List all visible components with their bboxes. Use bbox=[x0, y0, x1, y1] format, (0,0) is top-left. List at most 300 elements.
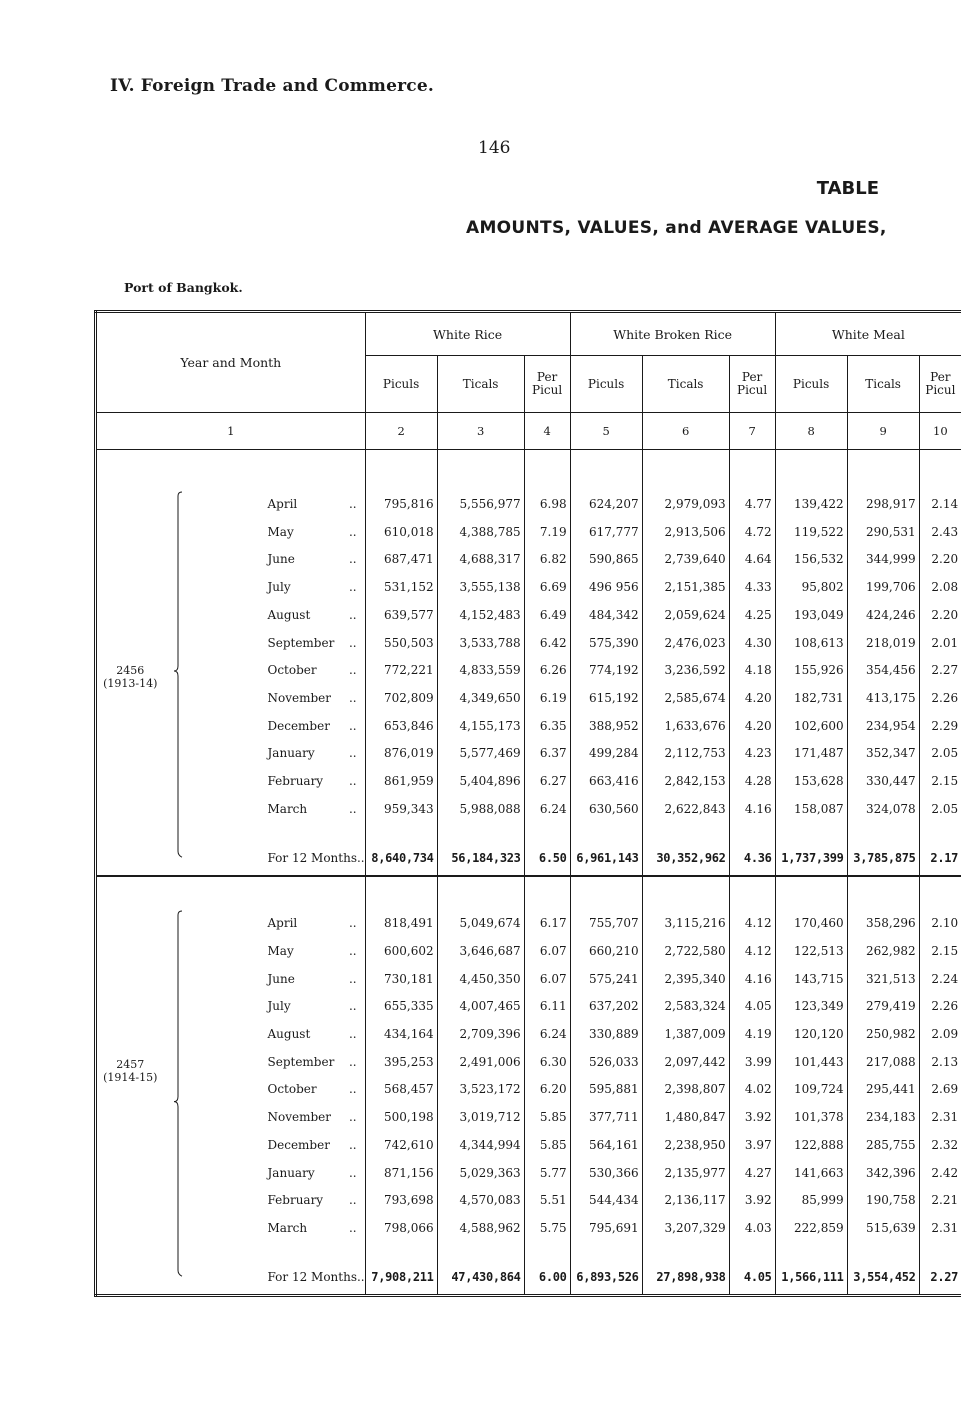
month-label: September .. bbox=[262, 629, 366, 657]
data-cell: 3.92 bbox=[729, 1103, 775, 1131]
data-cell: 798,066 bbox=[365, 1214, 437, 1242]
data-cell: 2.27 bbox=[919, 656, 961, 684]
data-cell: 2,059,624 bbox=[642, 601, 729, 629]
data-cell: 193,049 bbox=[775, 601, 847, 629]
leader-dots: .. bbox=[348, 1193, 357, 1208]
data-cell: 959,343 bbox=[365, 795, 437, 823]
total-cell: 27,898,938 bbox=[642, 1260, 729, 1296]
data-cell: 742,610 bbox=[365, 1131, 437, 1159]
data-cell: 102,600 bbox=[775, 712, 847, 740]
data-cell: 155,926 bbox=[775, 656, 847, 684]
spacer-cell bbox=[437, 1242, 524, 1260]
data-cell: 772,221 bbox=[365, 656, 437, 684]
data-cell: 85,999 bbox=[775, 1187, 847, 1215]
data-cell: 630,560 bbox=[570, 795, 642, 823]
data-cell: 600,602 bbox=[365, 937, 437, 965]
month-label: September .. bbox=[262, 1048, 366, 1076]
data-cell: 101,443 bbox=[775, 1048, 847, 1076]
column-number: 1 bbox=[96, 413, 366, 450]
leader-dots: .. bbox=[348, 496, 357, 511]
month-label: August .. bbox=[262, 1020, 366, 1048]
data-cell: 639,577 bbox=[365, 601, 437, 629]
spacer-cell bbox=[96, 876, 172, 909]
year-label: 2456 bbox=[116, 664, 145, 677]
spacer-cell bbox=[847, 450, 919, 491]
data-cell: 141,663 bbox=[775, 1159, 847, 1187]
data-cell: 550,503 bbox=[365, 629, 437, 657]
data-cell: 5,577,469 bbox=[437, 740, 524, 768]
data-cell: 4.27 bbox=[729, 1159, 775, 1187]
data-cell: 793,698 bbox=[365, 1187, 437, 1215]
data-cell: 295,441 bbox=[847, 1076, 919, 1104]
month-label: April .. bbox=[262, 909, 366, 937]
leader-dots: .. bbox=[348, 663, 357, 678]
column-number: 7 bbox=[729, 413, 775, 450]
data-cell: 660,210 bbox=[570, 937, 642, 965]
data-cell: 3,523,172 bbox=[437, 1076, 524, 1104]
total-cell: 30,352,962 bbox=[642, 841, 729, 876]
month-label: November .. bbox=[262, 1103, 366, 1131]
data-cell: 4,570,083 bbox=[437, 1187, 524, 1215]
spacer-cell bbox=[642, 823, 729, 841]
month-label: March .. bbox=[262, 795, 366, 823]
data-cell: 2.31 bbox=[919, 1214, 961, 1242]
data-cell: 5.77 bbox=[524, 1159, 570, 1187]
sub-header: Piculs bbox=[775, 356, 847, 413]
sub-header: Piculs bbox=[365, 356, 437, 413]
data-cell: 321,513 bbox=[847, 965, 919, 993]
data-cell: 795,816 bbox=[365, 490, 437, 518]
month-label: January .. bbox=[262, 1159, 366, 1187]
data-cell: 575,390 bbox=[570, 629, 642, 657]
data-cell: 4.16 bbox=[729, 795, 775, 823]
trade-table bbox=[94, 310, 961, 1297]
data-cell: 2,097,442 bbox=[642, 1048, 729, 1076]
data-cell: 4.72 bbox=[729, 518, 775, 546]
column-number: 9 bbox=[847, 413, 919, 450]
spacer-cell bbox=[524, 450, 570, 491]
data-cell: 595,881 bbox=[570, 1076, 642, 1104]
spacer-cell bbox=[775, 450, 847, 491]
data-cell: 4,152,483 bbox=[437, 601, 524, 629]
column-number: 4 bbox=[524, 413, 570, 450]
data-cell: 2.26 bbox=[919, 684, 961, 712]
group-white-meal: White Meal bbox=[775, 312, 961, 356]
data-cell: 2.31 bbox=[919, 1103, 961, 1131]
group-white-rice: White Rice bbox=[365, 312, 570, 356]
data-cell: 4.18 bbox=[729, 656, 775, 684]
data-cell: 2,583,324 bbox=[642, 992, 729, 1020]
data-cell: 6.42 bbox=[524, 629, 570, 657]
data-cell: 2.15 bbox=[919, 767, 961, 795]
month-label: May .. bbox=[262, 937, 366, 965]
leader-dots: .. bbox=[348, 524, 357, 539]
leader-dots: .. bbox=[348, 1137, 357, 1152]
spacer-cell bbox=[775, 1242, 847, 1260]
data-cell: 2.69 bbox=[919, 1076, 961, 1104]
data-cell: 5.51 bbox=[524, 1187, 570, 1215]
sub-header: Ticals bbox=[642, 356, 729, 413]
column-number: 5 bbox=[570, 413, 642, 450]
data-cell: 218,019 bbox=[847, 629, 919, 657]
data-cell: 564,161 bbox=[570, 1131, 642, 1159]
sub-header: Ticals bbox=[437, 356, 524, 413]
data-cell: 5.85 bbox=[524, 1131, 570, 1159]
leader-dots: .. bbox=[348, 1054, 357, 1069]
data-cell: 2.05 bbox=[919, 795, 961, 823]
leader-dots: .. bbox=[348, 774, 357, 789]
spacer-cell bbox=[775, 876, 847, 909]
spacer-cell bbox=[172, 450, 262, 491]
data-cell: 324,078 bbox=[847, 795, 919, 823]
data-cell: 143,715 bbox=[775, 965, 847, 993]
data-cell: 101,378 bbox=[775, 1103, 847, 1131]
table-body bbox=[96, 450, 962, 1296]
data-cell: 2.15 bbox=[919, 937, 961, 965]
data-cell: 2.10 bbox=[919, 909, 961, 937]
data-cell: 6.26 bbox=[524, 656, 570, 684]
data-cell: 4,588,962 bbox=[437, 1214, 524, 1242]
data-cell: 876,019 bbox=[365, 740, 437, 768]
data-cell: 2.01 bbox=[919, 629, 961, 657]
data-cell: 3.92 bbox=[729, 1187, 775, 1215]
data-cell: 500,198 bbox=[365, 1103, 437, 1131]
spacer-cell bbox=[775, 823, 847, 841]
spacer-cell bbox=[919, 876, 961, 909]
data-cell: 4,450,350 bbox=[437, 965, 524, 993]
data-cell: 4.12 bbox=[729, 937, 775, 965]
data-cell: 5,404,896 bbox=[437, 767, 524, 795]
data-cell: 234,183 bbox=[847, 1103, 919, 1131]
data-cell: 342,396 bbox=[847, 1159, 919, 1187]
spacer-cell bbox=[524, 1242, 570, 1260]
spacer-cell bbox=[642, 876, 729, 909]
data-cell: 861,959 bbox=[365, 767, 437, 795]
year-range-label: (1913-14) bbox=[103, 676, 158, 690]
spacer-cell bbox=[729, 876, 775, 909]
total-cell: 3,785,875 bbox=[847, 841, 919, 876]
spacer-cell bbox=[365, 876, 437, 909]
data-cell: 4,349,650 bbox=[437, 684, 524, 712]
month-label: October .. bbox=[262, 656, 366, 684]
data-cell: 4.20 bbox=[729, 712, 775, 740]
leader-dots: .. bbox=[348, 580, 357, 595]
data-cell: 6.82 bbox=[524, 545, 570, 573]
data-cell: 575,241 bbox=[570, 965, 642, 993]
data-cell: 4.33 bbox=[729, 573, 775, 601]
data-cell: 6.27 bbox=[524, 767, 570, 795]
data-cell: 530,366 bbox=[570, 1159, 642, 1187]
data-cell: 413,175 bbox=[847, 684, 919, 712]
data-cell: 5,049,674 bbox=[437, 909, 524, 937]
data-cell: 3,115,216 bbox=[642, 909, 729, 937]
data-cell: 388,952 bbox=[570, 712, 642, 740]
data-cell: 3,207,329 bbox=[642, 1214, 729, 1242]
month-label: January .. bbox=[262, 740, 366, 768]
data-cell: 4.16 bbox=[729, 965, 775, 993]
data-cell: 637,202 bbox=[570, 992, 642, 1020]
data-cell: 1,480,847 bbox=[642, 1103, 729, 1131]
spacer-cell bbox=[437, 876, 524, 909]
leader-dots: .. bbox=[348, 552, 357, 567]
data-cell: 298,917 bbox=[847, 490, 919, 518]
data-cell: 6.24 bbox=[524, 1020, 570, 1048]
column-number: 3 bbox=[437, 413, 524, 450]
data-cell: 4.02 bbox=[729, 1076, 775, 1104]
data-cell: 4,388,785 bbox=[437, 518, 524, 546]
data-cell: 774,192 bbox=[570, 656, 642, 684]
data-cell: 217,088 bbox=[847, 1048, 919, 1076]
data-cell: 3,236,592 bbox=[642, 656, 729, 684]
total-cell: 2.17 bbox=[919, 841, 961, 876]
data-cell: 702,809 bbox=[365, 684, 437, 712]
data-cell: 4.77 bbox=[729, 490, 775, 518]
month-label: November .. bbox=[262, 684, 366, 712]
data-cell: 434,164 bbox=[365, 1020, 437, 1048]
month-label: June .. bbox=[262, 965, 366, 993]
data-cell: 285,755 bbox=[847, 1131, 919, 1159]
data-cell: 4.25 bbox=[729, 601, 775, 629]
leader-dots: .. bbox=[348, 801, 357, 816]
data-cell: 2,585,674 bbox=[642, 684, 729, 712]
data-cell: 2.32 bbox=[919, 1131, 961, 1159]
data-cell: 2,476,023 bbox=[642, 629, 729, 657]
brace-icon bbox=[172, 490, 186, 875]
data-cell: 2.43 bbox=[919, 518, 961, 546]
data-cell: 4.23 bbox=[729, 740, 775, 768]
data-cell: 2.20 bbox=[919, 545, 961, 573]
total-cell: 4.36 bbox=[729, 841, 775, 876]
data-cell: 531,152 bbox=[365, 573, 437, 601]
data-cell: 4.20 bbox=[729, 684, 775, 712]
data-cell: 199,706 bbox=[847, 573, 919, 601]
data-cell: 2,112,753 bbox=[642, 740, 729, 768]
month-label: July .. bbox=[262, 573, 366, 601]
data-cell: 3,555,138 bbox=[437, 573, 524, 601]
data-cell: 6.69 bbox=[524, 573, 570, 601]
data-cell: 2.24 bbox=[919, 965, 961, 993]
data-cell: 153,628 bbox=[775, 767, 847, 795]
year-label: 2457 bbox=[116, 1058, 145, 1072]
total-cell: 6,893,526 bbox=[570, 1260, 642, 1296]
data-cell: 395,253 bbox=[365, 1048, 437, 1076]
data-cell: 871,156 bbox=[365, 1159, 437, 1187]
data-cell: 6.19 bbox=[524, 684, 570, 712]
data-cell: 617,777 bbox=[570, 518, 642, 546]
month-label: February .. bbox=[262, 767, 366, 795]
data-cell: 2,398,807 bbox=[642, 1076, 729, 1104]
data-cell: 122,888 bbox=[775, 1131, 847, 1159]
month-label: August .. bbox=[262, 601, 366, 629]
data-cell: 4.64 bbox=[729, 545, 775, 573]
data-cell: 4.28 bbox=[729, 767, 775, 795]
data-cell: 6.07 bbox=[524, 965, 570, 993]
total-cell: 56,184,323 bbox=[437, 841, 524, 876]
data-cell: 6.35 bbox=[524, 712, 570, 740]
month-label: December .. bbox=[262, 1131, 366, 1159]
data-cell: 2.09 bbox=[919, 1020, 961, 1048]
data-cell: 496 956 bbox=[570, 573, 642, 601]
data-cell: 2.42 bbox=[919, 1159, 961, 1187]
data-cell: 3,646,687 bbox=[437, 937, 524, 965]
data-cell: 2,491,006 bbox=[437, 1048, 524, 1076]
total-label: For 12 Months.. bbox=[267, 851, 365, 866]
spacer-cell bbox=[262, 450, 366, 491]
data-cell: 818,491 bbox=[365, 909, 437, 937]
table-row bbox=[96, 490, 962, 518]
data-cell: 95,802 bbox=[775, 573, 847, 601]
spacer-cell bbox=[172, 876, 262, 909]
data-cell: 250,982 bbox=[847, 1020, 919, 1048]
leader-dots: .. bbox=[348, 999, 357, 1014]
data-cell: 2,395,340 bbox=[642, 965, 729, 993]
spacer-cell bbox=[437, 450, 524, 491]
spacer-cell bbox=[524, 876, 570, 909]
data-cell: 4.03 bbox=[729, 1214, 775, 1242]
spacer-cell bbox=[570, 1242, 642, 1260]
spacer-cell bbox=[365, 450, 437, 491]
spacer-cell bbox=[847, 823, 919, 841]
data-cell: 2.29 bbox=[919, 712, 961, 740]
data-cell: 3,019,712 bbox=[437, 1103, 524, 1131]
total-cell: 6,961,143 bbox=[570, 841, 642, 876]
spacer-cell bbox=[570, 876, 642, 909]
month-label: April .. bbox=[262, 490, 366, 518]
data-cell: 234,954 bbox=[847, 712, 919, 740]
data-cell: 2.26 bbox=[919, 992, 961, 1020]
total-cell: 47,430,864 bbox=[437, 1260, 524, 1296]
spacer-cell bbox=[919, 1242, 961, 1260]
total-cell: 7,908,211 bbox=[365, 1260, 437, 1296]
year-brace bbox=[172, 490, 262, 876]
data-cell: 290,531 bbox=[847, 518, 919, 546]
data-cell: 424,246 bbox=[847, 601, 919, 629]
spacer-cell bbox=[729, 823, 775, 841]
table-row bbox=[96, 909, 962, 937]
data-cell: 2,135,977 bbox=[642, 1159, 729, 1187]
spacer-cell bbox=[524, 823, 570, 841]
data-cell: 222,859 bbox=[775, 1214, 847, 1242]
spacer-cell bbox=[437, 823, 524, 841]
spacer-cell bbox=[570, 823, 642, 841]
data-cell: 6.37 bbox=[524, 740, 570, 768]
data-cell: 123,349 bbox=[775, 992, 847, 1020]
data-cell: 262,982 bbox=[847, 937, 919, 965]
month-label: March .. bbox=[262, 1214, 366, 1242]
leader-dots: .. bbox=[348, 943, 357, 958]
table-heading: TABLE bbox=[816, 178, 879, 199]
total-cell: 3,554,452 bbox=[847, 1260, 919, 1296]
leader-dots: .. bbox=[348, 1026, 357, 1041]
data-cell: 2.13 bbox=[919, 1048, 961, 1076]
page-number: 146 bbox=[478, 138, 511, 158]
data-cell: 122,513 bbox=[775, 937, 847, 965]
total-cell: 6.50 bbox=[524, 841, 570, 876]
data-cell: 2,842,153 bbox=[642, 767, 729, 795]
year-month-header: Year and Month bbox=[96, 312, 366, 413]
leader-dots: .. bbox=[348, 718, 357, 733]
data-cell: 3.97 bbox=[729, 1131, 775, 1159]
year-brace bbox=[172, 909, 262, 1296]
group-white-broken-rice: White Broken Rice bbox=[570, 312, 775, 356]
data-cell: 2,622,843 bbox=[642, 795, 729, 823]
data-cell: 1,633,676 bbox=[642, 712, 729, 740]
data-cell: 6.17 bbox=[524, 909, 570, 937]
spacer-cell bbox=[919, 823, 961, 841]
data-cell: 2,709,396 bbox=[437, 1020, 524, 1048]
data-cell: 624,207 bbox=[570, 490, 642, 518]
data-cell: 139,422 bbox=[775, 490, 847, 518]
spacer-cell bbox=[365, 823, 437, 841]
data-cell: 3,533,788 bbox=[437, 629, 524, 657]
month-label: June .. bbox=[262, 545, 366, 573]
data-cell: 5,988,088 bbox=[437, 795, 524, 823]
data-cell: 610,018 bbox=[365, 518, 437, 546]
data-cell: 2.14 bbox=[919, 490, 961, 518]
data-cell: 795,691 bbox=[570, 1214, 642, 1242]
data-cell: 171,487 bbox=[775, 740, 847, 768]
spacer-cell bbox=[262, 823, 366, 841]
data-cell: 755,707 bbox=[570, 909, 642, 937]
brace-icon bbox=[172, 909, 186, 1294]
column-number: 8 bbox=[775, 413, 847, 450]
data-cell: 279,419 bbox=[847, 992, 919, 1020]
data-cell: 5.75 bbox=[524, 1214, 570, 1242]
data-cell: 109,724 bbox=[775, 1076, 847, 1104]
year-cell bbox=[96, 490, 172, 876]
port-label: Port of Bangkok. bbox=[124, 280, 243, 295]
data-cell: 2.05 bbox=[919, 740, 961, 768]
leader-dots: .. bbox=[348, 691, 357, 705]
data-cell: 2,722,580 bbox=[642, 937, 729, 965]
spacer-cell bbox=[365, 1242, 437, 1260]
data-cell: 4.19 bbox=[729, 1020, 775, 1048]
data-cell: 544,434 bbox=[570, 1187, 642, 1215]
data-cell: 377,711 bbox=[570, 1103, 642, 1131]
column-number: 10 bbox=[919, 413, 961, 450]
spacer-cell bbox=[570, 450, 642, 491]
total-cell: 4.05 bbox=[729, 1260, 775, 1296]
spacer-cell bbox=[96, 450, 172, 491]
data-cell: 2.08 bbox=[919, 573, 961, 601]
data-cell: 5,556,977 bbox=[437, 490, 524, 518]
spacer-cell bbox=[847, 876, 919, 909]
month-label: February .. bbox=[262, 1187, 366, 1215]
total-label: For 12 Months.. bbox=[267, 1270, 365, 1285]
spacer-cell bbox=[642, 1242, 729, 1260]
spacer-cell bbox=[642, 450, 729, 491]
data-cell: 119,522 bbox=[775, 518, 847, 546]
data-cell: 120,120 bbox=[775, 1020, 847, 1048]
month-label: May .. bbox=[262, 518, 366, 546]
leader-dots: .. bbox=[348, 1221, 357, 1236]
spacer-cell bbox=[729, 1242, 775, 1260]
spacer-cell bbox=[847, 1242, 919, 1260]
data-cell: 5.85 bbox=[524, 1103, 570, 1131]
data-cell: 4,155,173 bbox=[437, 712, 524, 740]
leader-dots: .. bbox=[348, 1165, 357, 1180]
data-cell: 2.20 bbox=[919, 601, 961, 629]
leader-dots: .. bbox=[348, 916, 357, 931]
data-cell: 7.19 bbox=[524, 518, 570, 546]
data-cell: 4,344,994 bbox=[437, 1131, 524, 1159]
data-cell: 687,471 bbox=[365, 545, 437, 573]
data-cell: 655,335 bbox=[365, 992, 437, 1020]
month-label: October .. bbox=[262, 1076, 366, 1104]
sub-header: Per Picul bbox=[919, 356, 961, 413]
data-cell: 4.05 bbox=[729, 992, 775, 1020]
data-cell: 330,889 bbox=[570, 1020, 642, 1048]
